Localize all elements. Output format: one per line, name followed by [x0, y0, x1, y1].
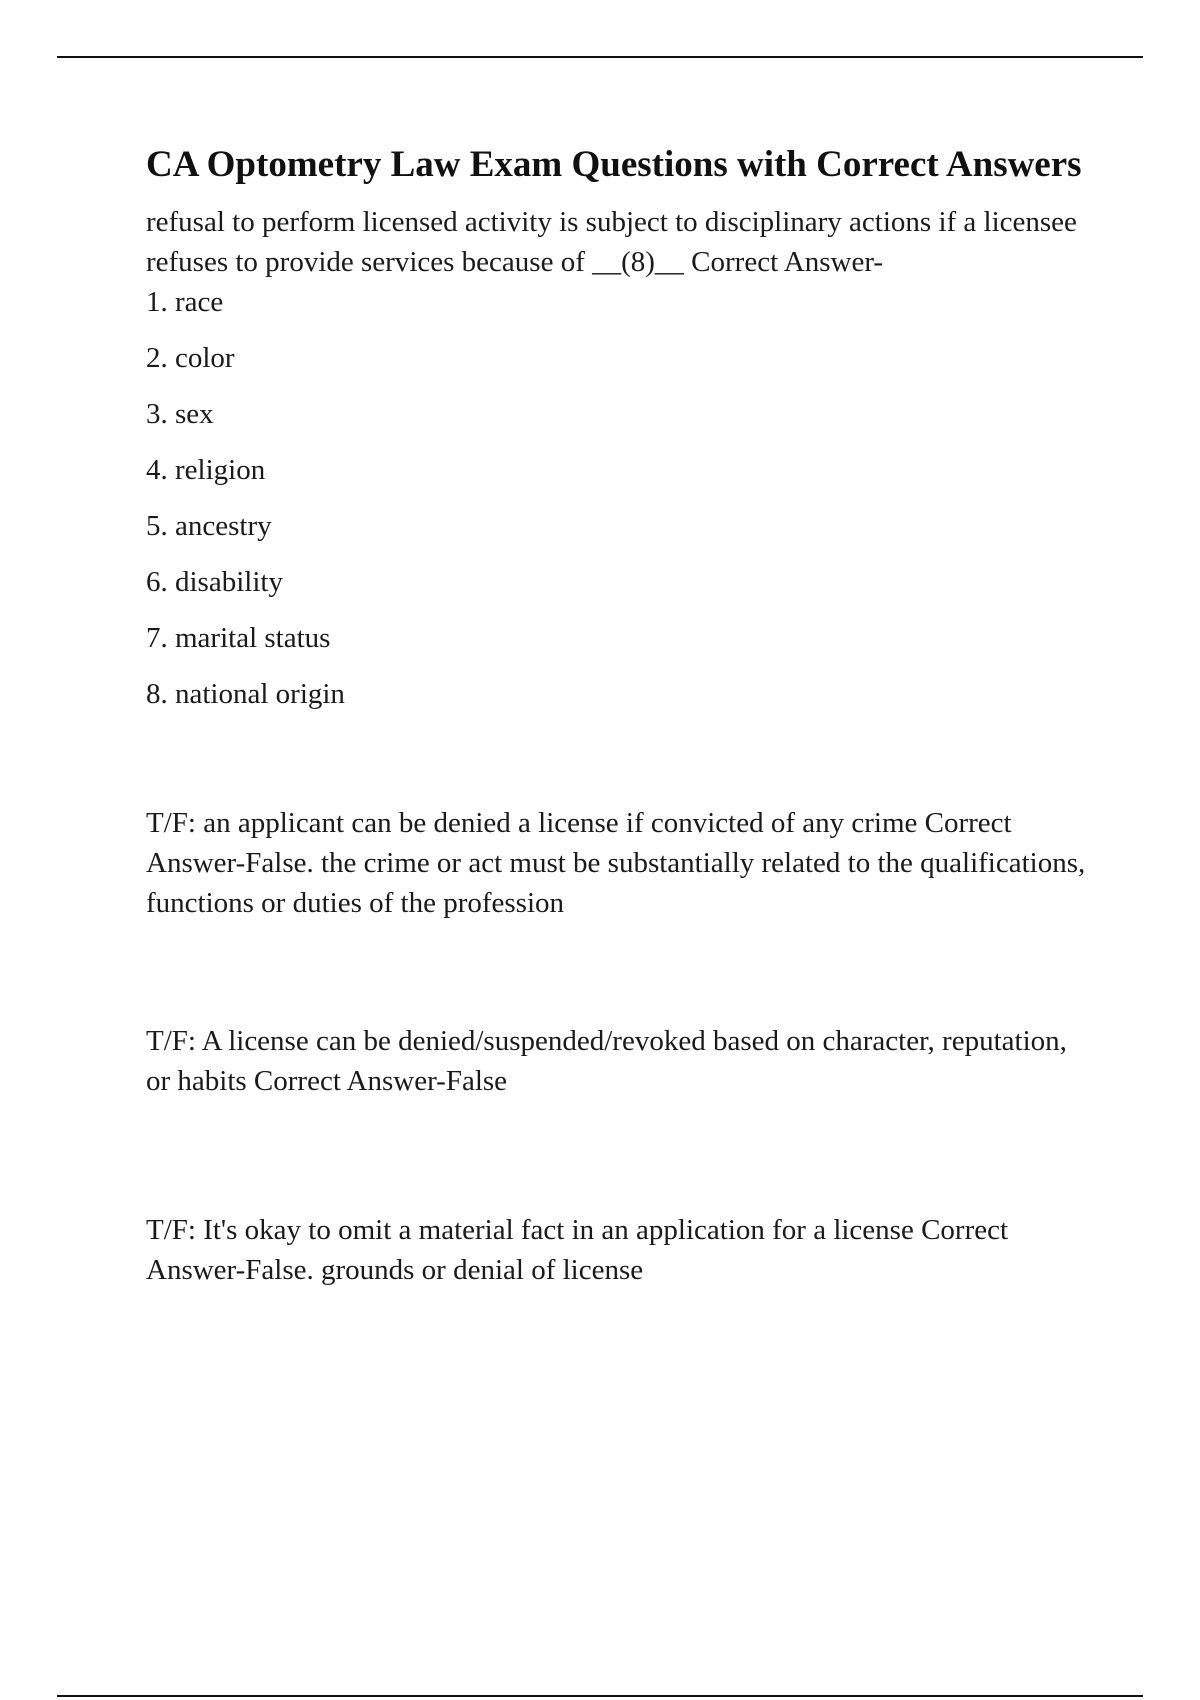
question-3-text: T/F: A license can be denied/suspended/revoked based on character, reputation, or habits Correct Answer-False [146, 1025, 1067, 1097]
bottom-rule [57, 1695, 1143, 1697]
question-2-text: T/F: an applicant can be denied a license if convicted of any crime Correct Answer-False. the crime or act must be substantially related to the qualifications, functions or duties of the profession [146, 807, 1086, 919]
list-item: 5. ancestry [146, 510, 272, 542]
top-rule [57, 56, 1143, 58]
document-body [146, 140, 1086, 1290]
question-4-text: T/F: It's okay to omit a material fact in an application for a license Correct Answer-False. grounds or denial of license [146, 1214, 1009, 1286]
list-item: 3. sex [146, 398, 214, 430]
list-item: 2. color [146, 342, 235, 374]
question-1-text: refusal to perform licensed activity is subject to disciplinary actions if a licensee refuses to provide services because of __(8)__ Correct Answer- [146, 206, 1077, 278]
list-item: 7. marital status [146, 622, 331, 654]
list-item: 1. race [146, 286, 224, 318]
answer-list [146, 282, 1086, 714]
list-item: 8. national origin [146, 678, 345, 710]
list-item: 6. disability [146, 566, 283, 598]
list-item: 4. religion [146, 454, 266, 486]
document-title: CA Optometry Law Exam Questions with Correct Answers [146, 144, 1082, 185]
